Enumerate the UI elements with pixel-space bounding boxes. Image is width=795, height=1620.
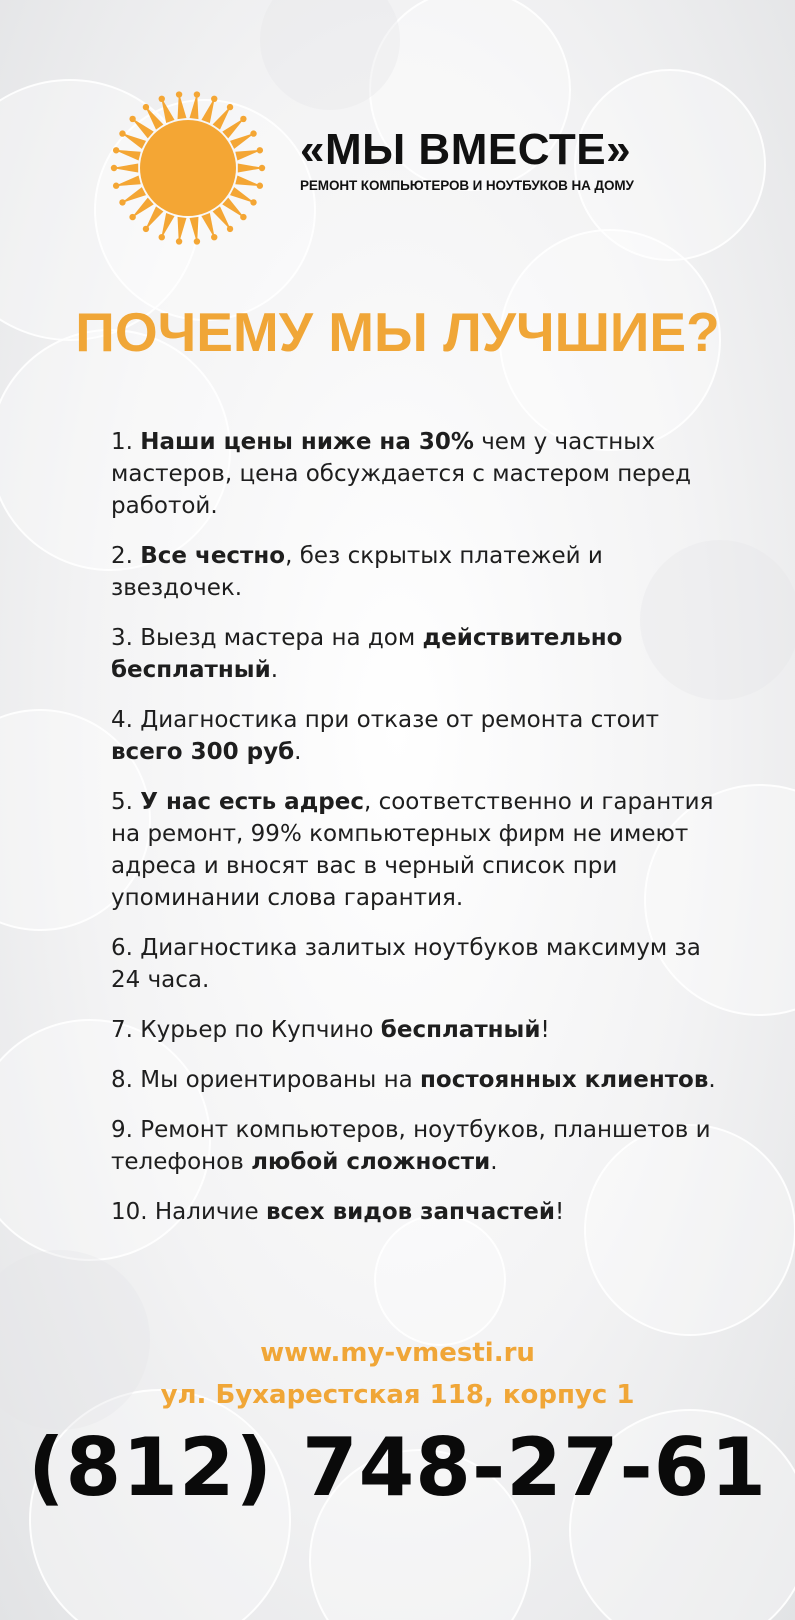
sun-ray-head (194, 238, 200, 244)
reason-item: 1. Наши цены ниже на 30% чем у частных мастеров, цена обсуждается с мастером перед работой. (111, 429, 692, 519)
sun-ray-head (129, 116, 135, 122)
sun-ray-head (119, 199, 125, 205)
sun-ray-head (176, 238, 182, 244)
phone-number[interactable]: (812) 748-27-61 (27, 1421, 768, 1514)
sun-ray-head (227, 226, 233, 232)
sun-ray-head (113, 147, 119, 153)
sun-ray-head (250, 199, 256, 205)
sun-logo-icon (108, 88, 268, 248)
brand-title: «МЫ ВМЕСТЕ» (300, 125, 632, 174)
sun-ray-head (240, 214, 246, 220)
reason-item: 3. Выезд мастера на дом действительно бесплатный. (111, 625, 623, 683)
reason-item: 5. У нас есть адрес, соответственно и гарантия на ремонт, 99% компьютерных фирм не имеют адреса и вносят вас в черный список при упоминании слова гарантия. (111, 789, 714, 911)
reason-item: 10. Наличие всех видов запчастей! (111, 1199, 565, 1225)
sun-ray-head (211, 96, 217, 102)
sun-ray-head (257, 147, 263, 153)
reason-item: 9. Ремонт компьютеров, ноутбуков, планшетов и телефонов любой сложности. (111, 1117, 711, 1175)
page-headline: ПОЧЕМУ МЫ ЛУЧШИЕ? (75, 301, 720, 363)
sun-ray-head (159, 96, 165, 102)
sun-ray-head (257, 183, 263, 189)
sun-ray-head (113, 183, 119, 189)
sun-ray-head (194, 91, 200, 97)
brand-subtitle: РЕМОНТ КОМПЬЮТЕРОВ И НОУТБУКОВ НА ДОМУ (300, 178, 634, 193)
reason-item: 4. Диагностика при отказе от ремонта стоит всего 300 руб. (111, 707, 660, 765)
sun-ray-head (240, 116, 246, 122)
sun-ray-head (159, 234, 165, 240)
sun-ray-head (176, 91, 182, 97)
reason-item: 2. Все честно, без скрытых платежей и звездочек. (111, 543, 603, 601)
reason-item: 6. Диагностика залитых ноутбуков максимум за 24 часа. (111, 935, 701, 993)
sun-ray-head (143, 226, 149, 232)
reason-item: 8. Мы ориентированы на постоянных клиентов. (111, 1067, 716, 1093)
sun-ray-head (111, 165, 117, 171)
website-link[interactable]: www.my-vmesti.ru (260, 1338, 535, 1368)
sun-ray-head (211, 234, 217, 240)
sun-ray-head (119, 130, 125, 136)
sun-ray-head (129, 214, 135, 220)
sun-ray-head (143, 104, 149, 110)
address-text: ул. Бухарестская 118, корпус 1 (160, 1380, 635, 1410)
reasons-list (111, 426, 721, 1246)
sun-ray-head (259, 165, 265, 171)
sun-ray-head (227, 104, 233, 110)
reason-item: 7. Курьер по Купчино бесплатный! (111, 1017, 550, 1043)
sun-ray-head (250, 130, 256, 136)
